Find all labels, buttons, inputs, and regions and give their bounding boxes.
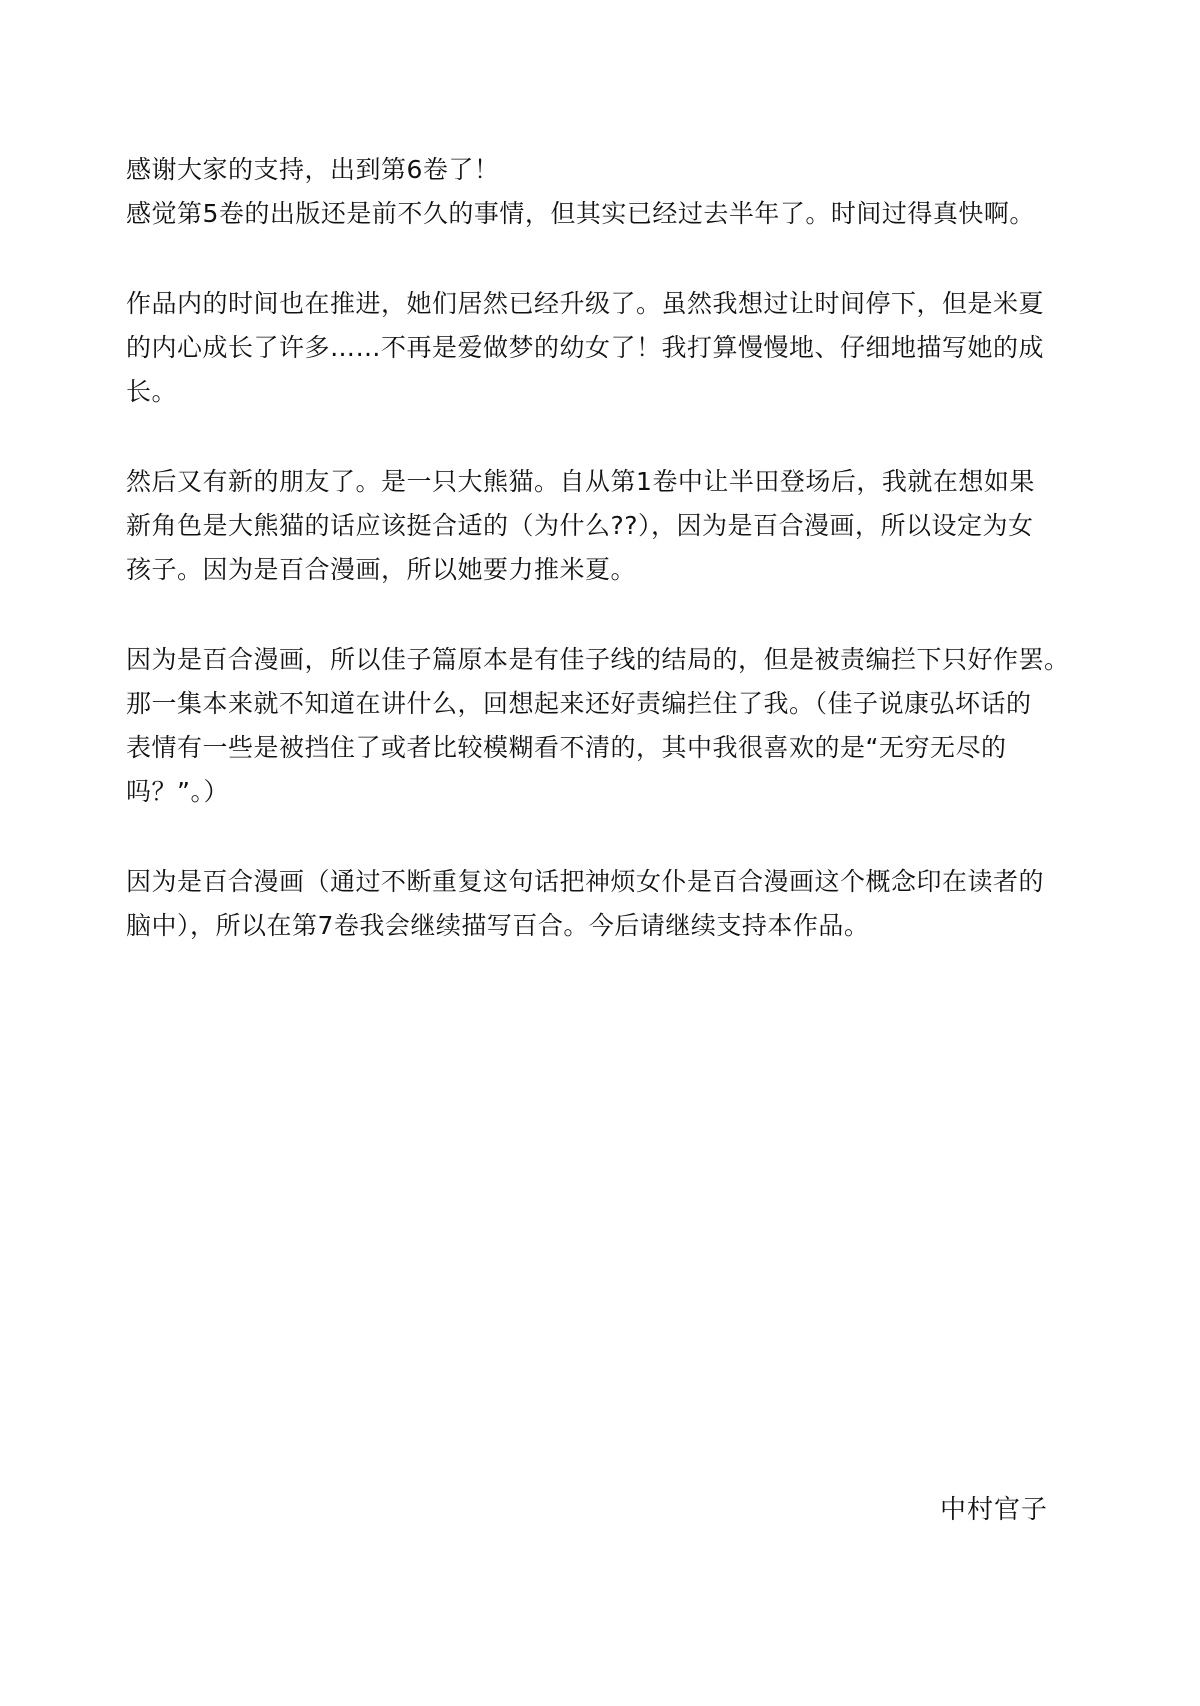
paragraph-5 bbox=[126, 860, 1086, 948]
author-signature: 中村官子 bbox=[940, 1495, 1049, 1525]
text-line: 然后又有新的朋友了。是一只大熊猫。自从第1卷中让半田登场后，我就在想如果 bbox=[126, 467, 1035, 496]
paragraph-4 bbox=[126, 638, 1086, 814]
text-line: 感觉第5卷的出版还是前不久的事情，但其实已经过去半年了。时间过得真快啊。 bbox=[126, 199, 1035, 228]
afterword-body bbox=[126, 148, 1086, 994]
text-line: 感谢大家的支持，出到第6卷了！ bbox=[126, 155, 500, 184]
text-line: 脑中），所以在第7卷我会继续描写百合。今后请继续支持本作品。 bbox=[126, 911, 870, 940]
paragraph-1 bbox=[126, 148, 1086, 236]
text-line: 长。 bbox=[126, 377, 178, 406]
paragraph-3 bbox=[126, 460, 1086, 592]
text-line: 吗？”。） bbox=[126, 777, 229, 806]
text-line: 的内心成长了许多……不再是爱做梦的幼女了！我打算慢慢地、仔细地描写她的成 bbox=[126, 333, 1045, 362]
text-line: 因为是百合漫画（通过不断重复这句话把神烦女仆是百合漫画这个概念印在读者的 bbox=[126, 867, 1045, 896]
text-line: 因为是百合漫画，所以佳子篇原本是有佳子线的结局的，但是被责编拦下只好作罢。 bbox=[126, 645, 1070, 674]
text-line: 孩子。因为是百合漫画，所以她要力推米夏。 bbox=[126, 555, 637, 584]
text-line: 作品内的时间也在推进，她们居然已经升级了。虽然我想过让时间停下，但是米夏 bbox=[126, 289, 1045, 318]
text-line: 表情有一些是被挡住了或者比较模糊看不清的，其中我很喜欢的是“无穷无尽的 bbox=[126, 733, 1007, 762]
text-line: 新角色是大熊猫的话应该挺合适的（为什么??），因为是百合漫画，所以设定为女 bbox=[126, 511, 1034, 540]
paragraph-2 bbox=[126, 282, 1086, 414]
text-line: 那一集本来就不知道在讲什么，回想起来还好责编拦住了我。（佳子说康弘坏话的 bbox=[126, 689, 1032, 718]
